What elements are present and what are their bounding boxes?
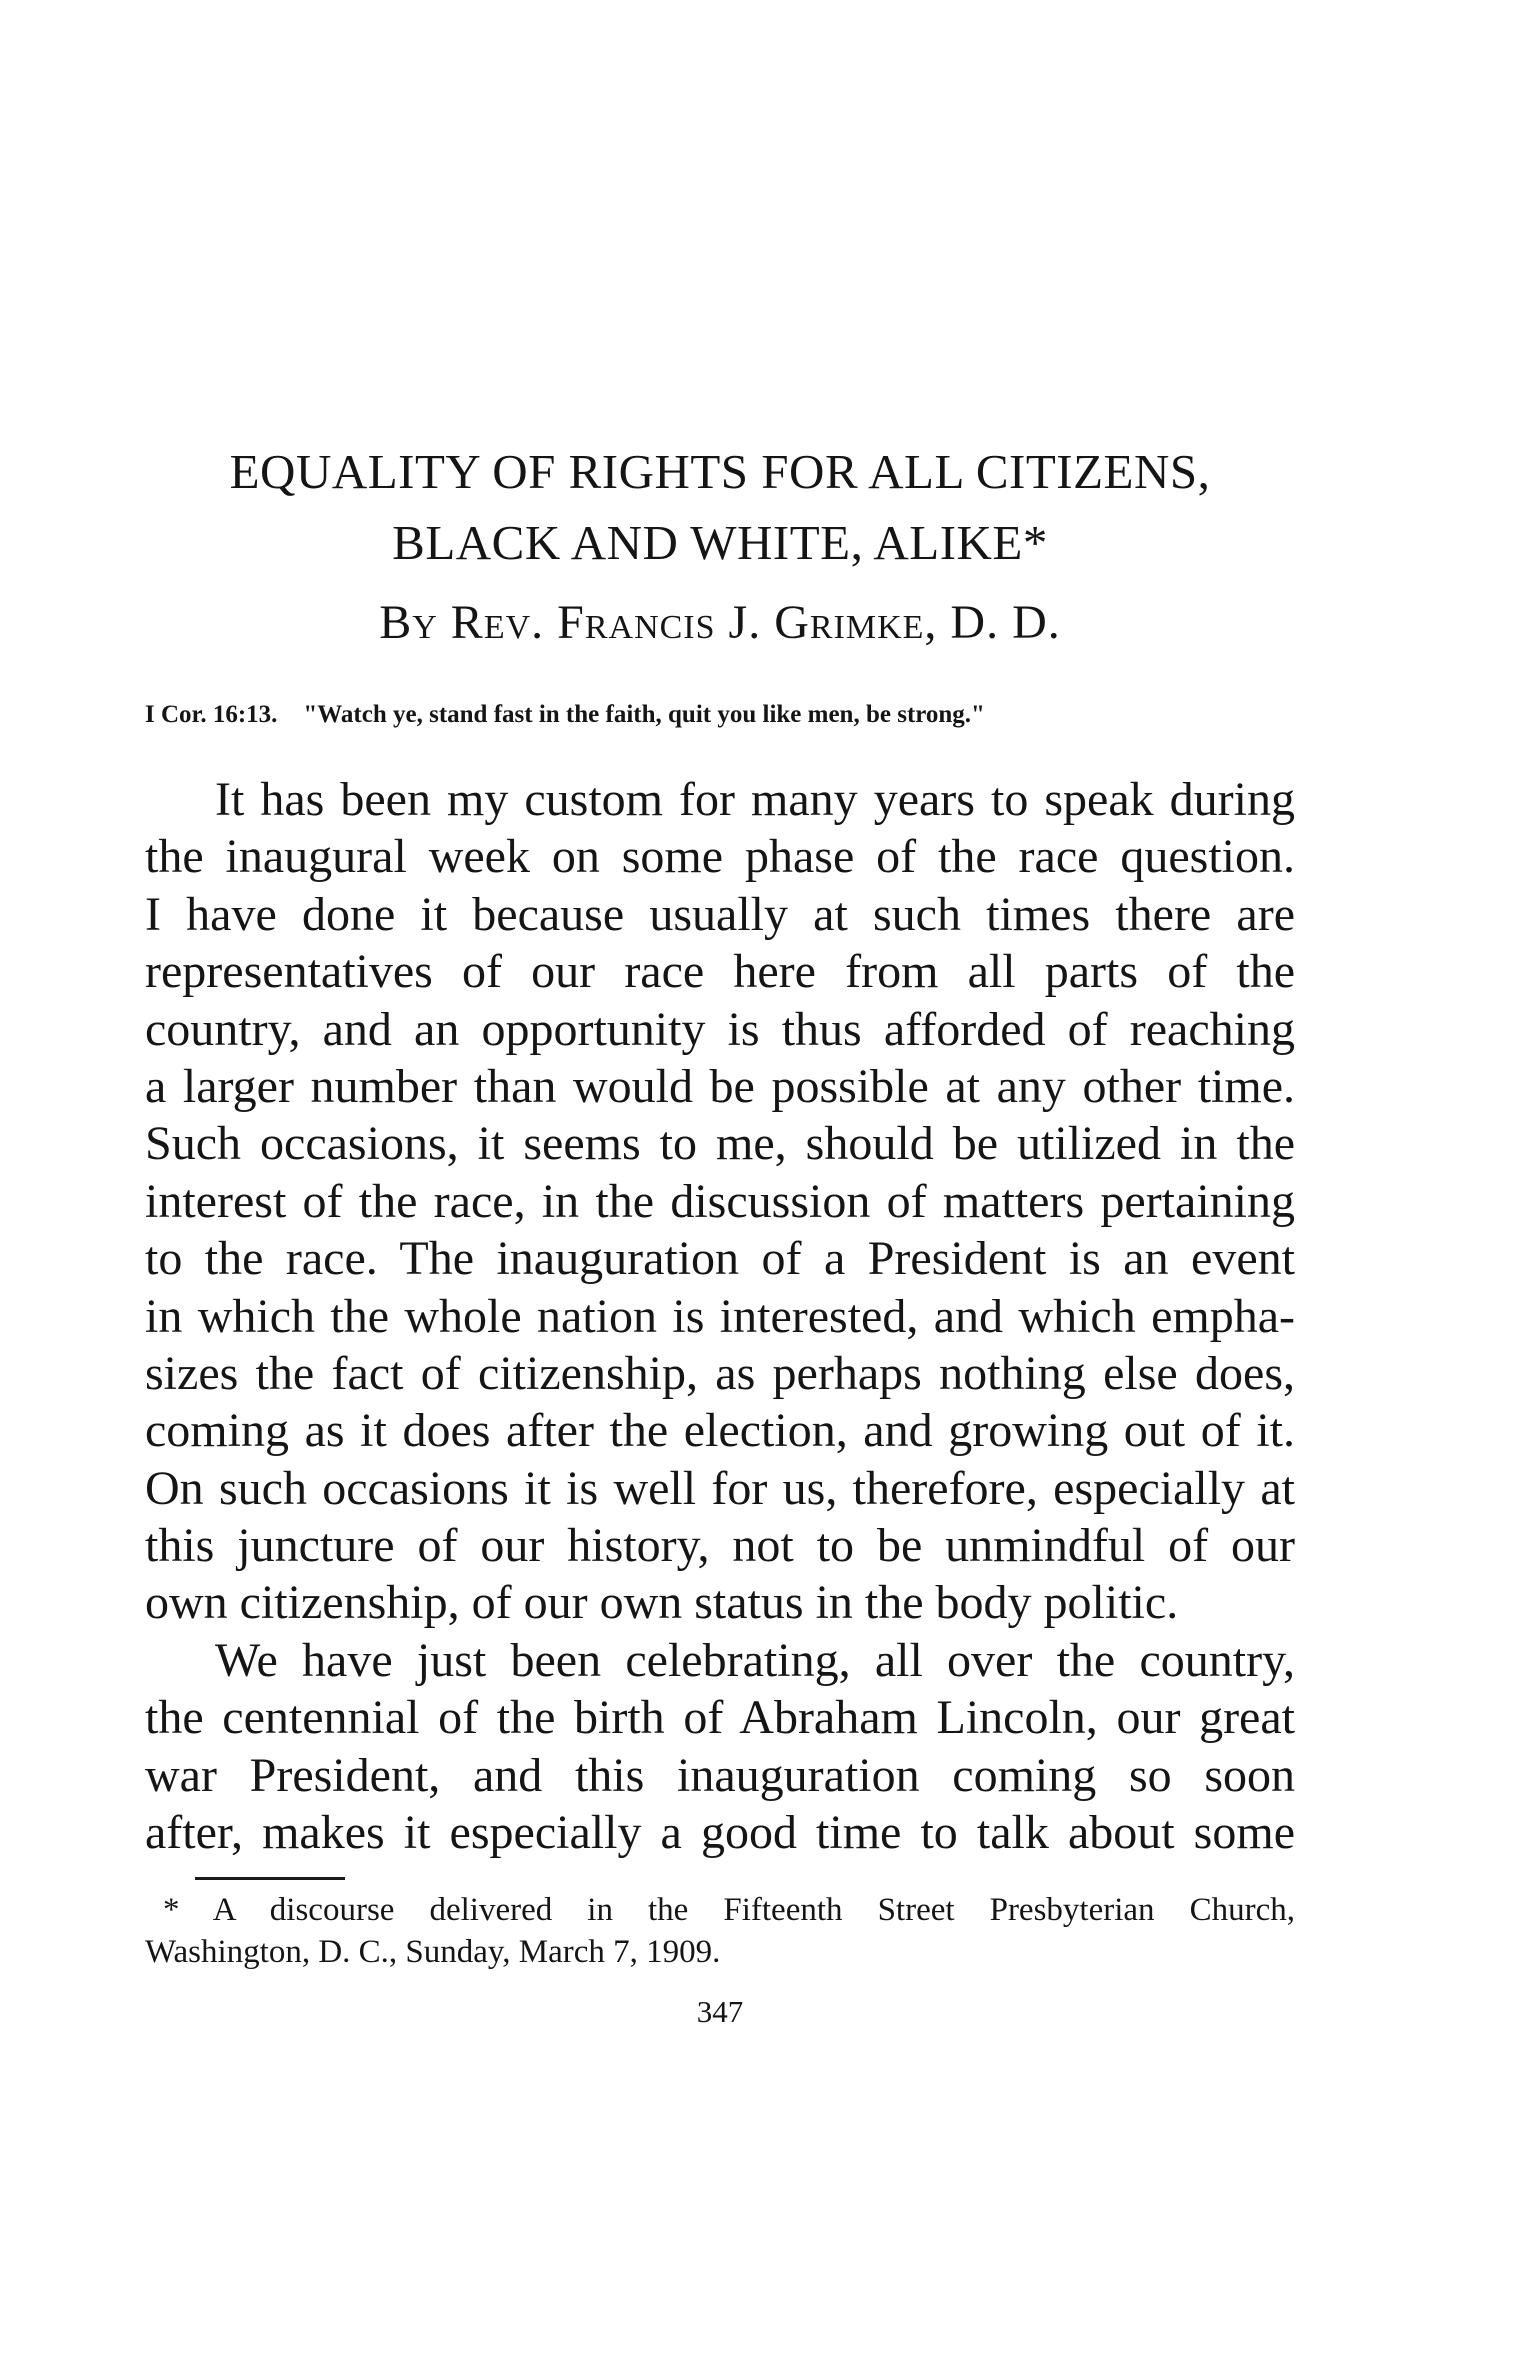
body-line: the centennial of the birth of Abraham Lincoln, our great (145, 1691, 1295, 1745)
author-byline: By Rev. Francis J. Grimke, D. D. (379, 596, 1061, 649)
body-line: country, and an opportunity is thus afforded of reaching (145, 1002, 1295, 1056)
body-line: war President, and this inauguration coming so soon (145, 1748, 1295, 1802)
body-line: to the race. The inauguration of a President is an event (145, 1232, 1295, 1286)
body-line: It has been my custom for many years to speak during (215, 773, 1295, 826)
body-line: sizes the fact of citizenship, as perhaps nothing else does, (145, 1346, 1295, 1400)
body-line: interest of the race, in the discussion of matters pertaining (145, 1174, 1295, 1228)
body-line: representatives of our race here from all parts of the (145, 945, 1295, 999)
title-line-2: BLACK AND WHITE, ALIKE* (392, 515, 1048, 570)
body-line: a larger number than would be possible at any other time. (145, 1059, 1295, 1113)
article-title (145, 436, 1295, 578)
body-line: On such occasions it is well for us, therefore, especially at (145, 1461, 1295, 1515)
body-line: in which the whole nation is interested, and which empha- (145, 1289, 1295, 1343)
epigraph (145, 698, 1295, 732)
body-line: coming as it does after the election, and growing out of it. (145, 1404, 1295, 1458)
body-line: Such occasions, it seems to me, should be utilized in the (145, 1117, 1295, 1171)
page-number: 347 (696, 1994, 744, 2029)
footnote (145, 1889, 1295, 1973)
epigraph-quote: "Watch ye, stand fast in the faith, quit you like men, be strong." (303, 701, 985, 728)
body-line: I have done it because usually at such times there are (145, 887, 1295, 941)
body-line: this juncture of our history, not to be unmindful of our (145, 1519, 1295, 1573)
title-line-1: EQUALITY OF RIGHTS FOR ALL CITIZENS, (229, 444, 1211, 499)
body-line: own citizenship, of our own status in the body politic. (145, 1576, 1179, 1630)
body-line: after, makes it especially a good time to talk about some (145, 1806, 1295, 1860)
body-text (145, 771, 1295, 1861)
epigraph-reference: I Cor. 16:13. (145, 701, 278, 728)
footnote-divider (195, 1877, 345, 1880)
body-line: We have just been celebrating, all over the country, (215, 1633, 1295, 1687)
footnote-line-1: * A discourse delivered in the Fifteenth Street Presbyterian Church, (163, 1892, 1295, 1928)
body-line: the inaugural week on some phase of the race question. (145, 830, 1295, 884)
footnote-line-2: Washington, D. C., Sunday, March 7, 1909. (145, 1934, 721, 1970)
